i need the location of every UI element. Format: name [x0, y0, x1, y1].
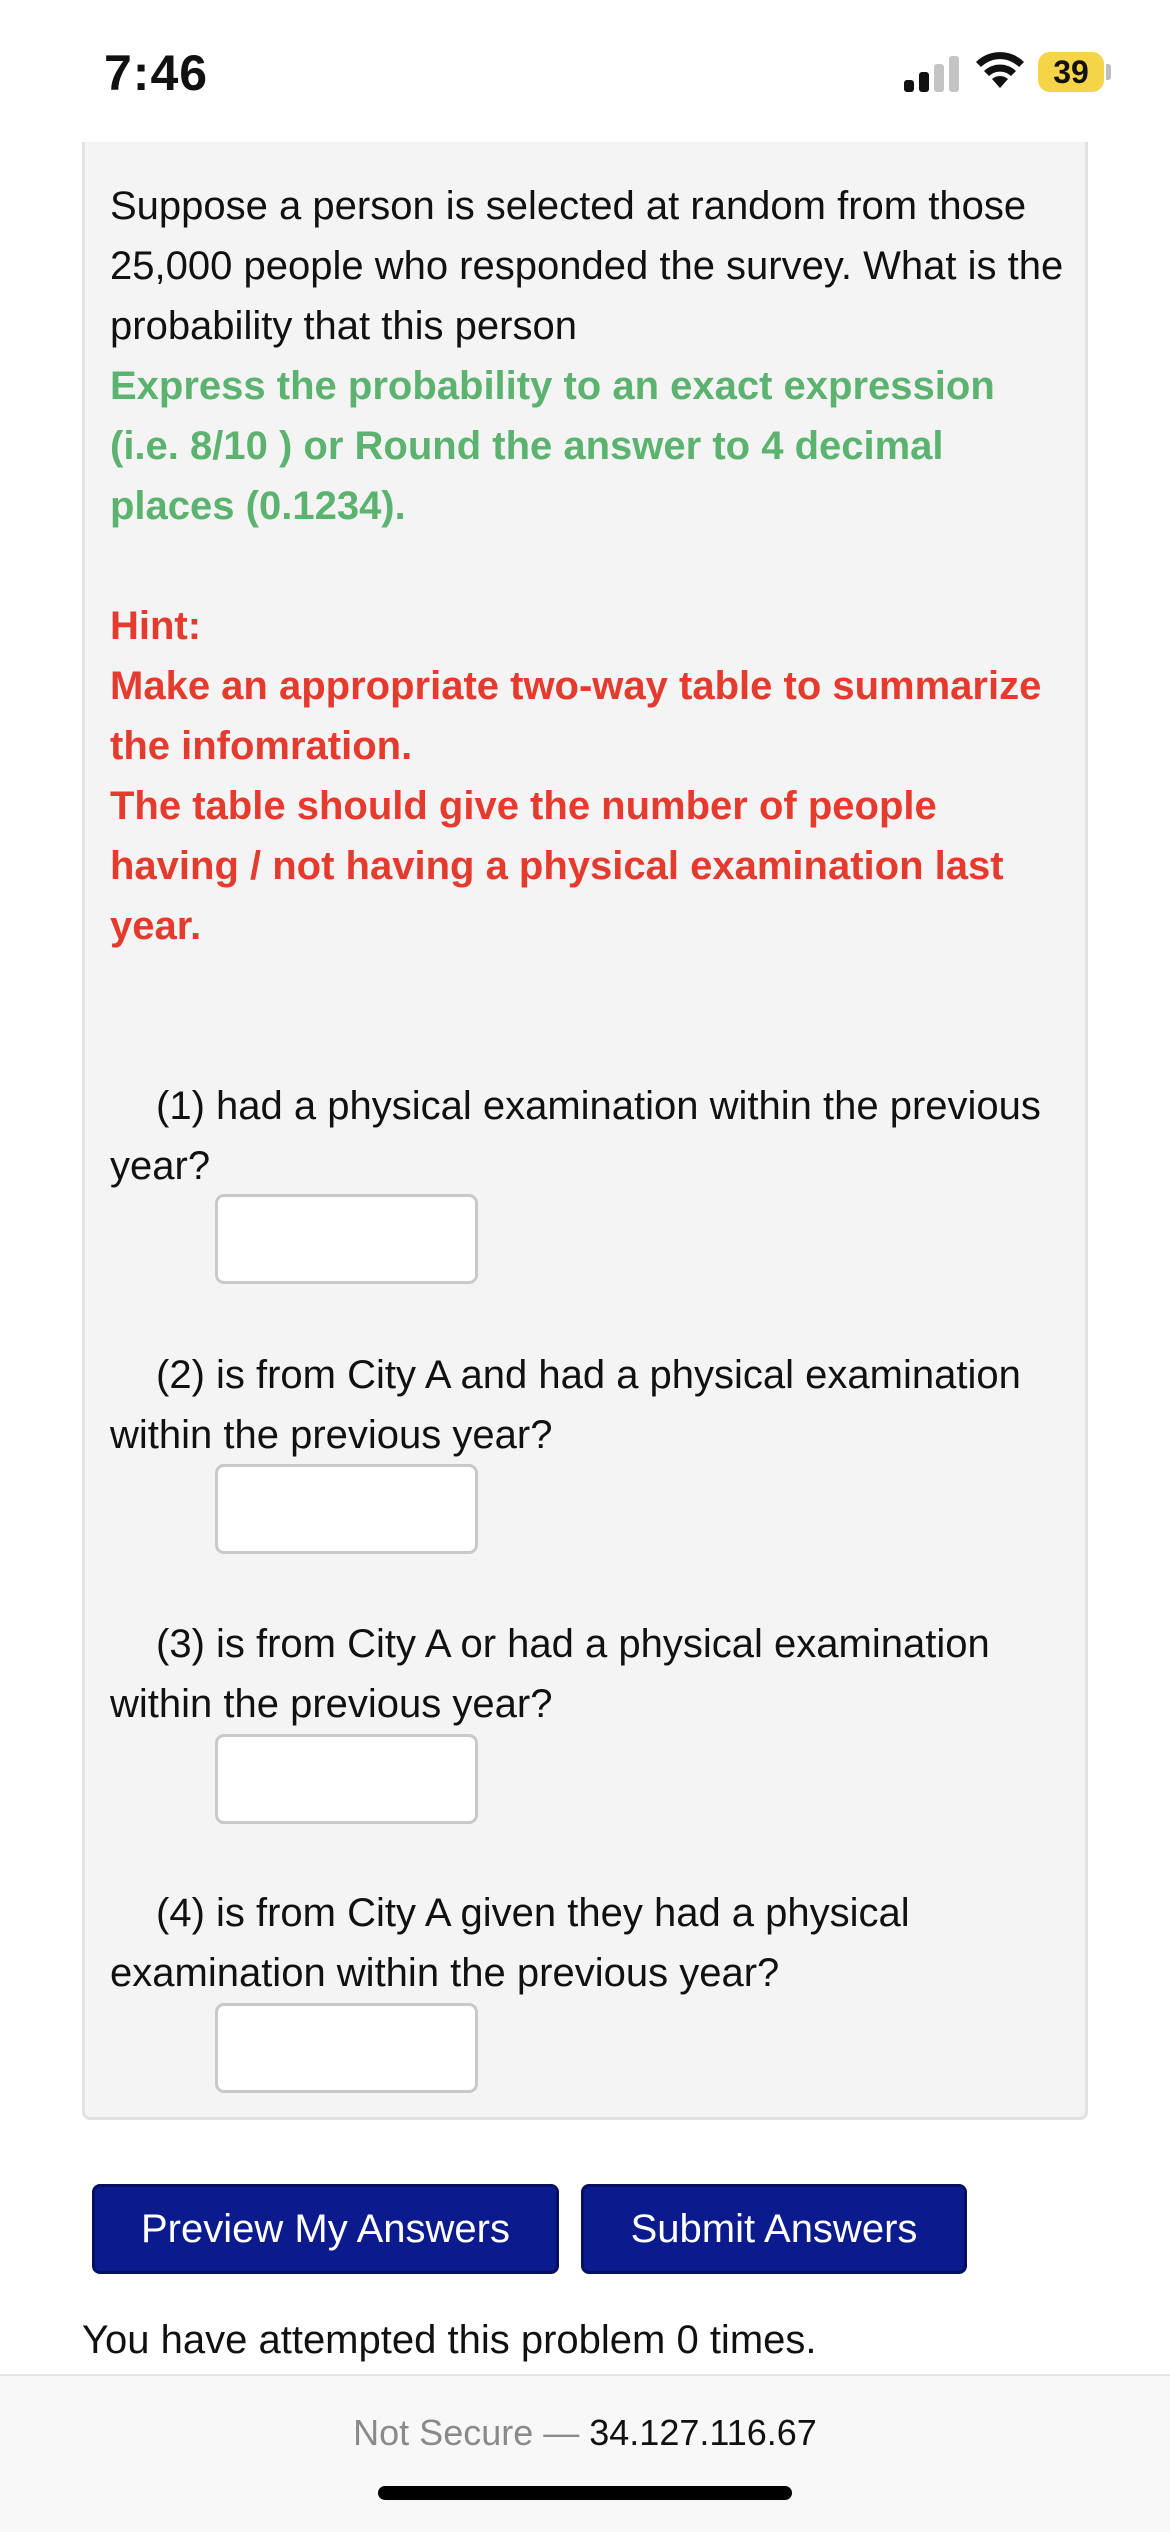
status-bar: [0, 0, 1170, 140]
answer-input-2[interactable]: [215, 1464, 478, 1554]
battery-icon: [1038, 52, 1104, 92]
answer-input-1[interactable]: [215, 1194, 478, 1284]
submit-answers-button[interactable]: Submit Answers: [581, 2184, 967, 2274]
attempts-text: You have attempted this problem 0 times.: [82, 2318, 817, 2362]
cellular-signal-icon: [904, 54, 960, 92]
status-time: 7:46: [104, 45, 209, 101]
hint-line-2: The table should give the number of people having / not having a physical examination last year.: [110, 784, 1004, 948]
problem-intro: [110, 176, 1070, 536]
wifi-icon: [974, 50, 1026, 90]
answer-input-4[interactable]: [215, 2003, 478, 2093]
question-2: (2) is from City A and had a physical examination within the previous year?: [110, 1353, 1021, 1457]
instruction-text: Express the probability to an exact expression (i.e. 8/10 ) or Round the answer to 4 decimal places (0.1234).: [110, 364, 995, 528]
url-separator: —: [533, 2412, 590, 2453]
battery-tip: [1106, 64, 1111, 80]
preview-answers-button[interactable]: Preview My Answers: [92, 2184, 559, 2274]
question-1: (1) had a physical examination within the previous year?: [110, 1084, 1041, 1188]
answer-input-3[interactable]: [215, 1734, 478, 1824]
home-indicator[interactable]: [378, 2486, 792, 2500]
security-label: Not Secure: [353, 2412, 534, 2453]
intro-text: Suppose a person is selected at random from those 25,000 people who responded the survey. What is the probability that this person: [110, 184, 1064, 348]
browser-url-bar[interactable]: [0, 2374, 1170, 2532]
battery-level: 39: [1053, 53, 1089, 90]
question-3: (3) is from City A or had a physical examination within the previous year?: [110, 1622, 990, 1726]
url-host: 34.127.116.67: [589, 2412, 817, 2453]
hint-label: Hint:: [110, 604, 202, 648]
url-text[interactable]: [0, 2412, 1170, 2454]
hint-block: [110, 596, 1070, 956]
hint-line-1: Make an appropriate two-way table to summarize the infomration.: [110, 664, 1042, 768]
question-4: (4) is from City A given they had a physical examination within the previous year?: [110, 1891, 910, 1995]
